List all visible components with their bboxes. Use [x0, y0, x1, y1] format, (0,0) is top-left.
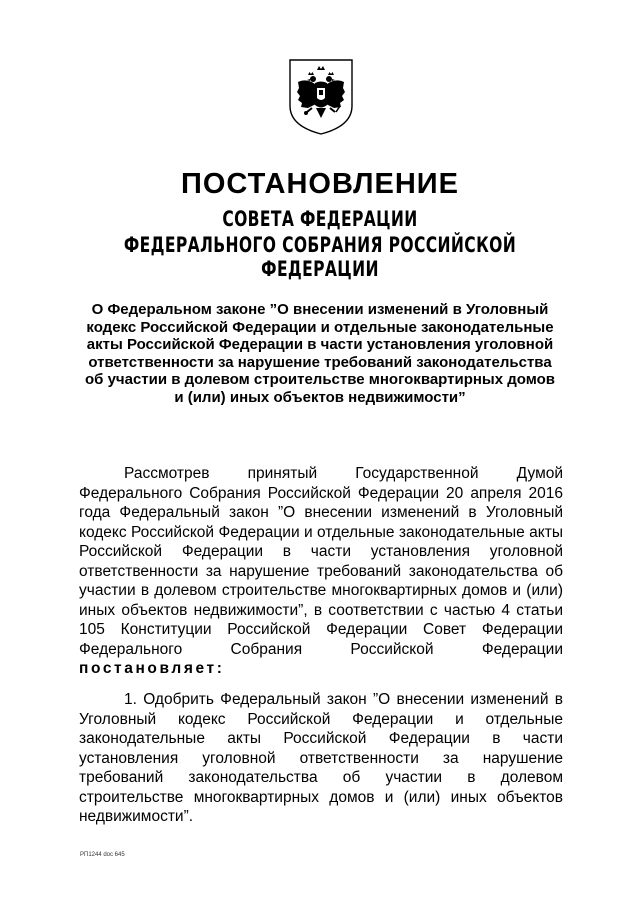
document-code: РП1244 doc 645 — [80, 852, 125, 858]
preamble-text: Рассмотрев принятый Государственной Думой Федерального Собрания Российской Федерации 20 апреля 2016 года Федеральный закон ”О внесении изменений в Уголовный кодекс Российской Федерации и отдельные законодательные акты Российской Федерации в части установления уголовной ответственности за нарушение требований законодательства об участии в долевом строительстве многоквартирных домов и (или) иных объектов недвижимости”, в соответствии с частью 4 статьи 105 Конституции Российской Федерации Совет Федерации Федерального Собрания Российской Федерации — [79, 465, 563, 658]
issuer-line-1: СОВЕТА ФЕДЕРАЦИИ — [222, 207, 418, 231]
decides-word: постановляет: — [79, 660, 225, 677]
preamble-paragraph — [79, 464, 563, 679]
coat-of-arms-icon — [288, 58, 354, 136]
document-title: ПОСТАНОВЛЕНИЕ — [181, 168, 459, 200]
resolution-subject: О Федеральном законе ”О внесении изменений в Уголовный кодекс Российской Федерации и отдельные законодательные акты Российской Федерации в части установления уголовной ответственности за нарушение требований законодательства об участии в долевом строительстве многоквартирных домов и (или) иных объектов недвижимости” — [84, 301, 556, 406]
resolution-item-1 — [79, 690, 563, 827]
item-1-text: 1. Одобрить Федеральный закон ”О внесении изменений в Уголовный кодекс Российской Федерации и отдельные законодательные акты Российской Федерации в части установления уголовной ответственности за нарушение требований законодательства об участии в долевом строительстве многоквартирных домов и (или) иных объектов недвижимости”. — [79, 691, 563, 825]
issuer-line-2: ФЕДЕРАЛЬНОГО СОБРАНИЯ РОССИЙСКОЙ ФЕДЕРАЦИИ — [123, 233, 517, 281]
